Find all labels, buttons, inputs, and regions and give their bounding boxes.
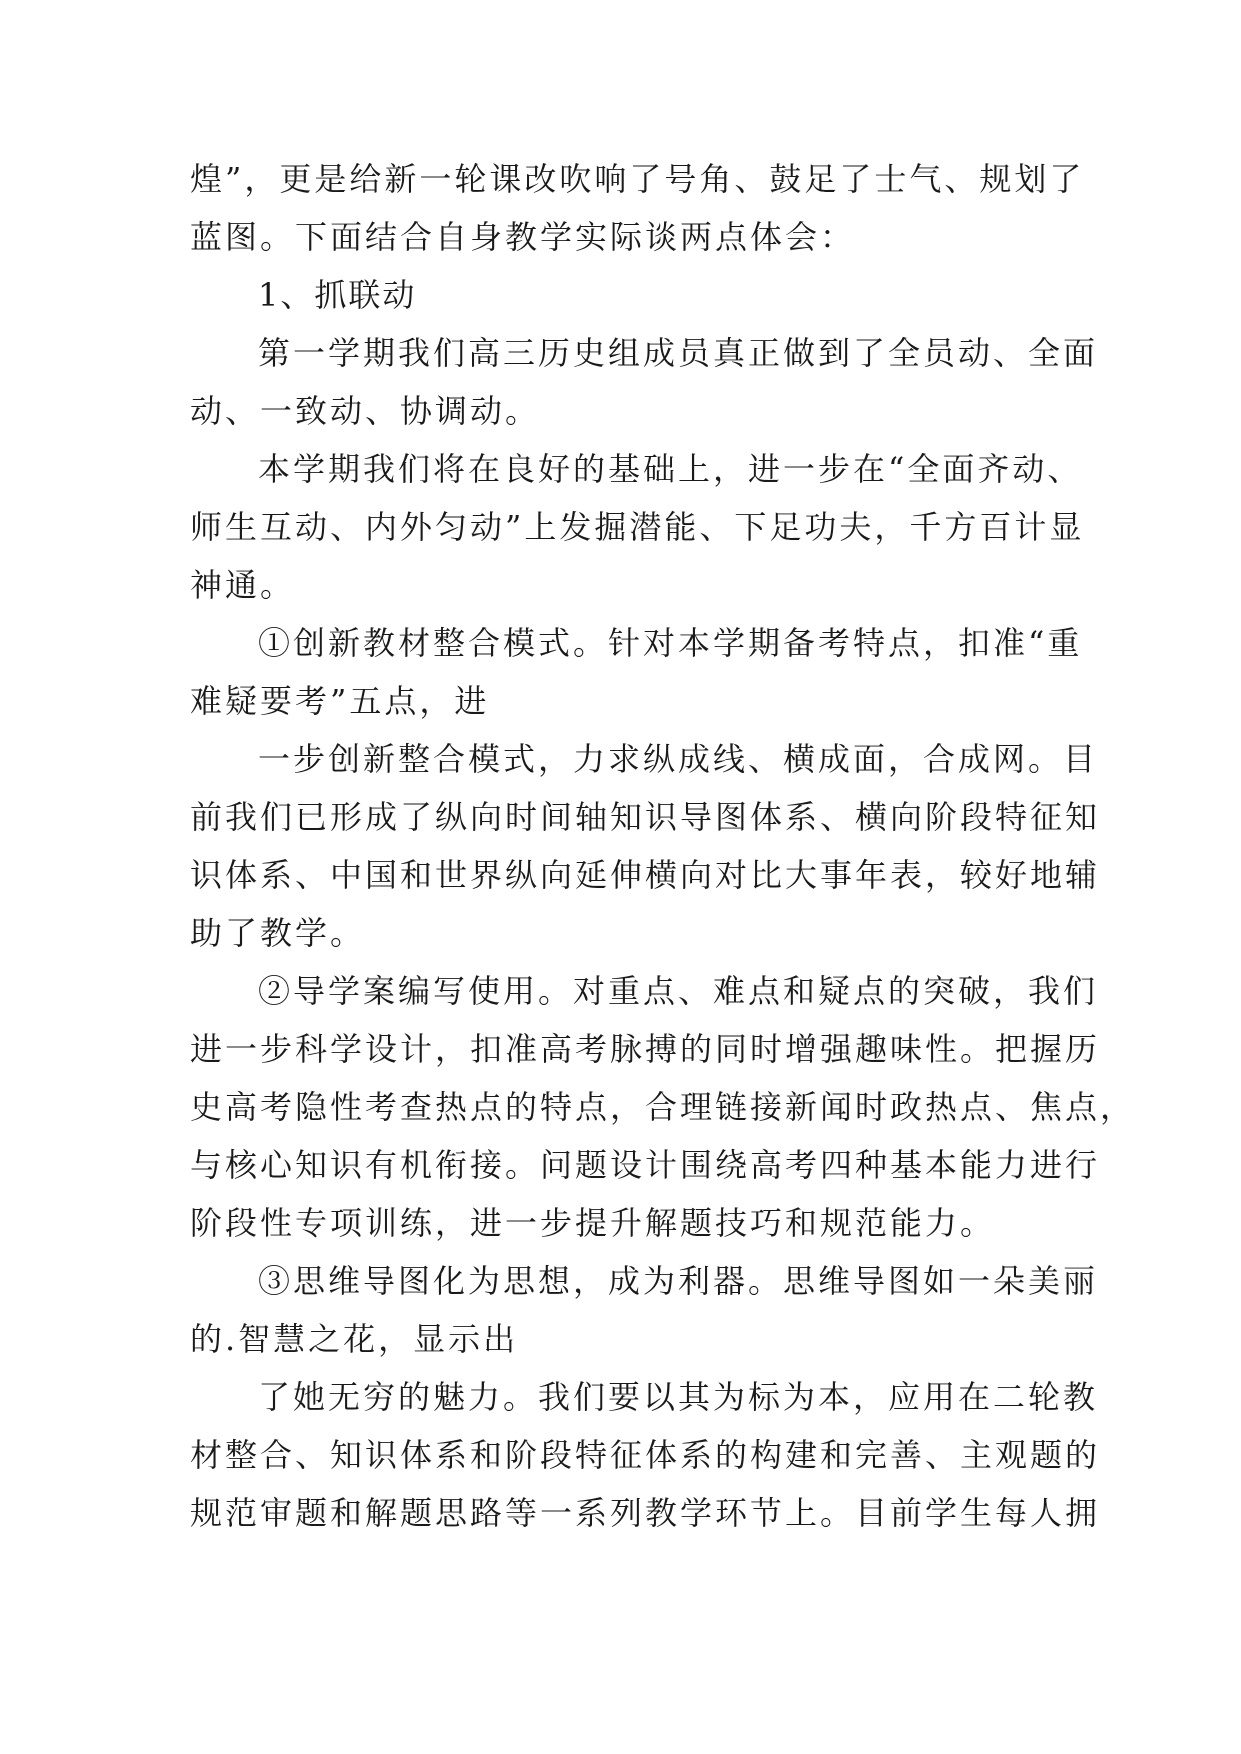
text-line: 煌”，更是给新一轮课改吹响了号角、鼓足了士气、规划了 (190, 160, 1085, 198)
paragraph-start: 一步创新整合模式，力求纵成线、横成面，合成网。目 (258, 740, 1099, 778)
paragraph-start: ①创新教材整合模式。针对本学期备考特点，扣准“重 (258, 624, 1083, 662)
paragraph-start: ②导学案编写使用。对重点、难点和疑点的突破，我们 (258, 972, 1099, 1010)
text-line: 与核心知识有机衔接。问题设计围绕高考四种基本能力进行 (190, 1146, 1101, 1184)
text-line: 阶段性专项训练，进一步提升解题技巧和规范能力。 (190, 1204, 996, 1242)
paragraph-start: ③思维导图化为思想，成为利器。思维导图如一朵美丽 (258, 1262, 1099, 1300)
text-line: 师生互动、内外匀动”上发掘潜能、下足功夫，千方百计显 (190, 508, 1085, 546)
text-line: 动、一致动、协调动。 (190, 392, 541, 430)
text-line: 规范审题和解题思路等一系列教学环节上。目前学生每人拥 (190, 1494, 1101, 1532)
text-line: 的.智慧之花，显示出 (190, 1320, 519, 1358)
text-line: 识体系、中国和世界纵向延伸横向对比大事年表，较好地辅 (190, 856, 1101, 894)
text-line: 难疑要考”五点，进 (190, 682, 490, 720)
text-line: 助了教学。 (190, 914, 366, 952)
section-heading: 1、抓联动 (258, 276, 417, 314)
text-line: 前我们已形成了纵向时间轴知识导图体系、横向阶段特征知 (190, 798, 1101, 836)
paragraph-start: 本学期我们将在良好的基础上，进一步在“全面齐动、 (258, 450, 1083, 488)
paragraph-start: 第一学期我们高三历史组成员真正做到了全员动、全面 (258, 334, 1099, 372)
document-body (190, 150, 1136, 1542)
text-line: 材整合、知识体系和阶段特征体系的构建和完善、主观题的 (190, 1436, 1101, 1474)
text-line: 进一步科学设计，扣准高考脉搏的同时增强趣味性。把握历 (190, 1030, 1101, 1068)
paragraph-start: 了她无穷的魅力。我们要以其为标为本，应用在二轮教 (258, 1378, 1099, 1416)
text-line: 蓝图。下面结合自身教学实际谈两点体会： (190, 218, 856, 256)
text-line: 史高考隐性考查热点的特点，合理链接新闻时政热点、焦点， (190, 1088, 1136, 1126)
text-line: 神通。 (190, 566, 296, 604)
